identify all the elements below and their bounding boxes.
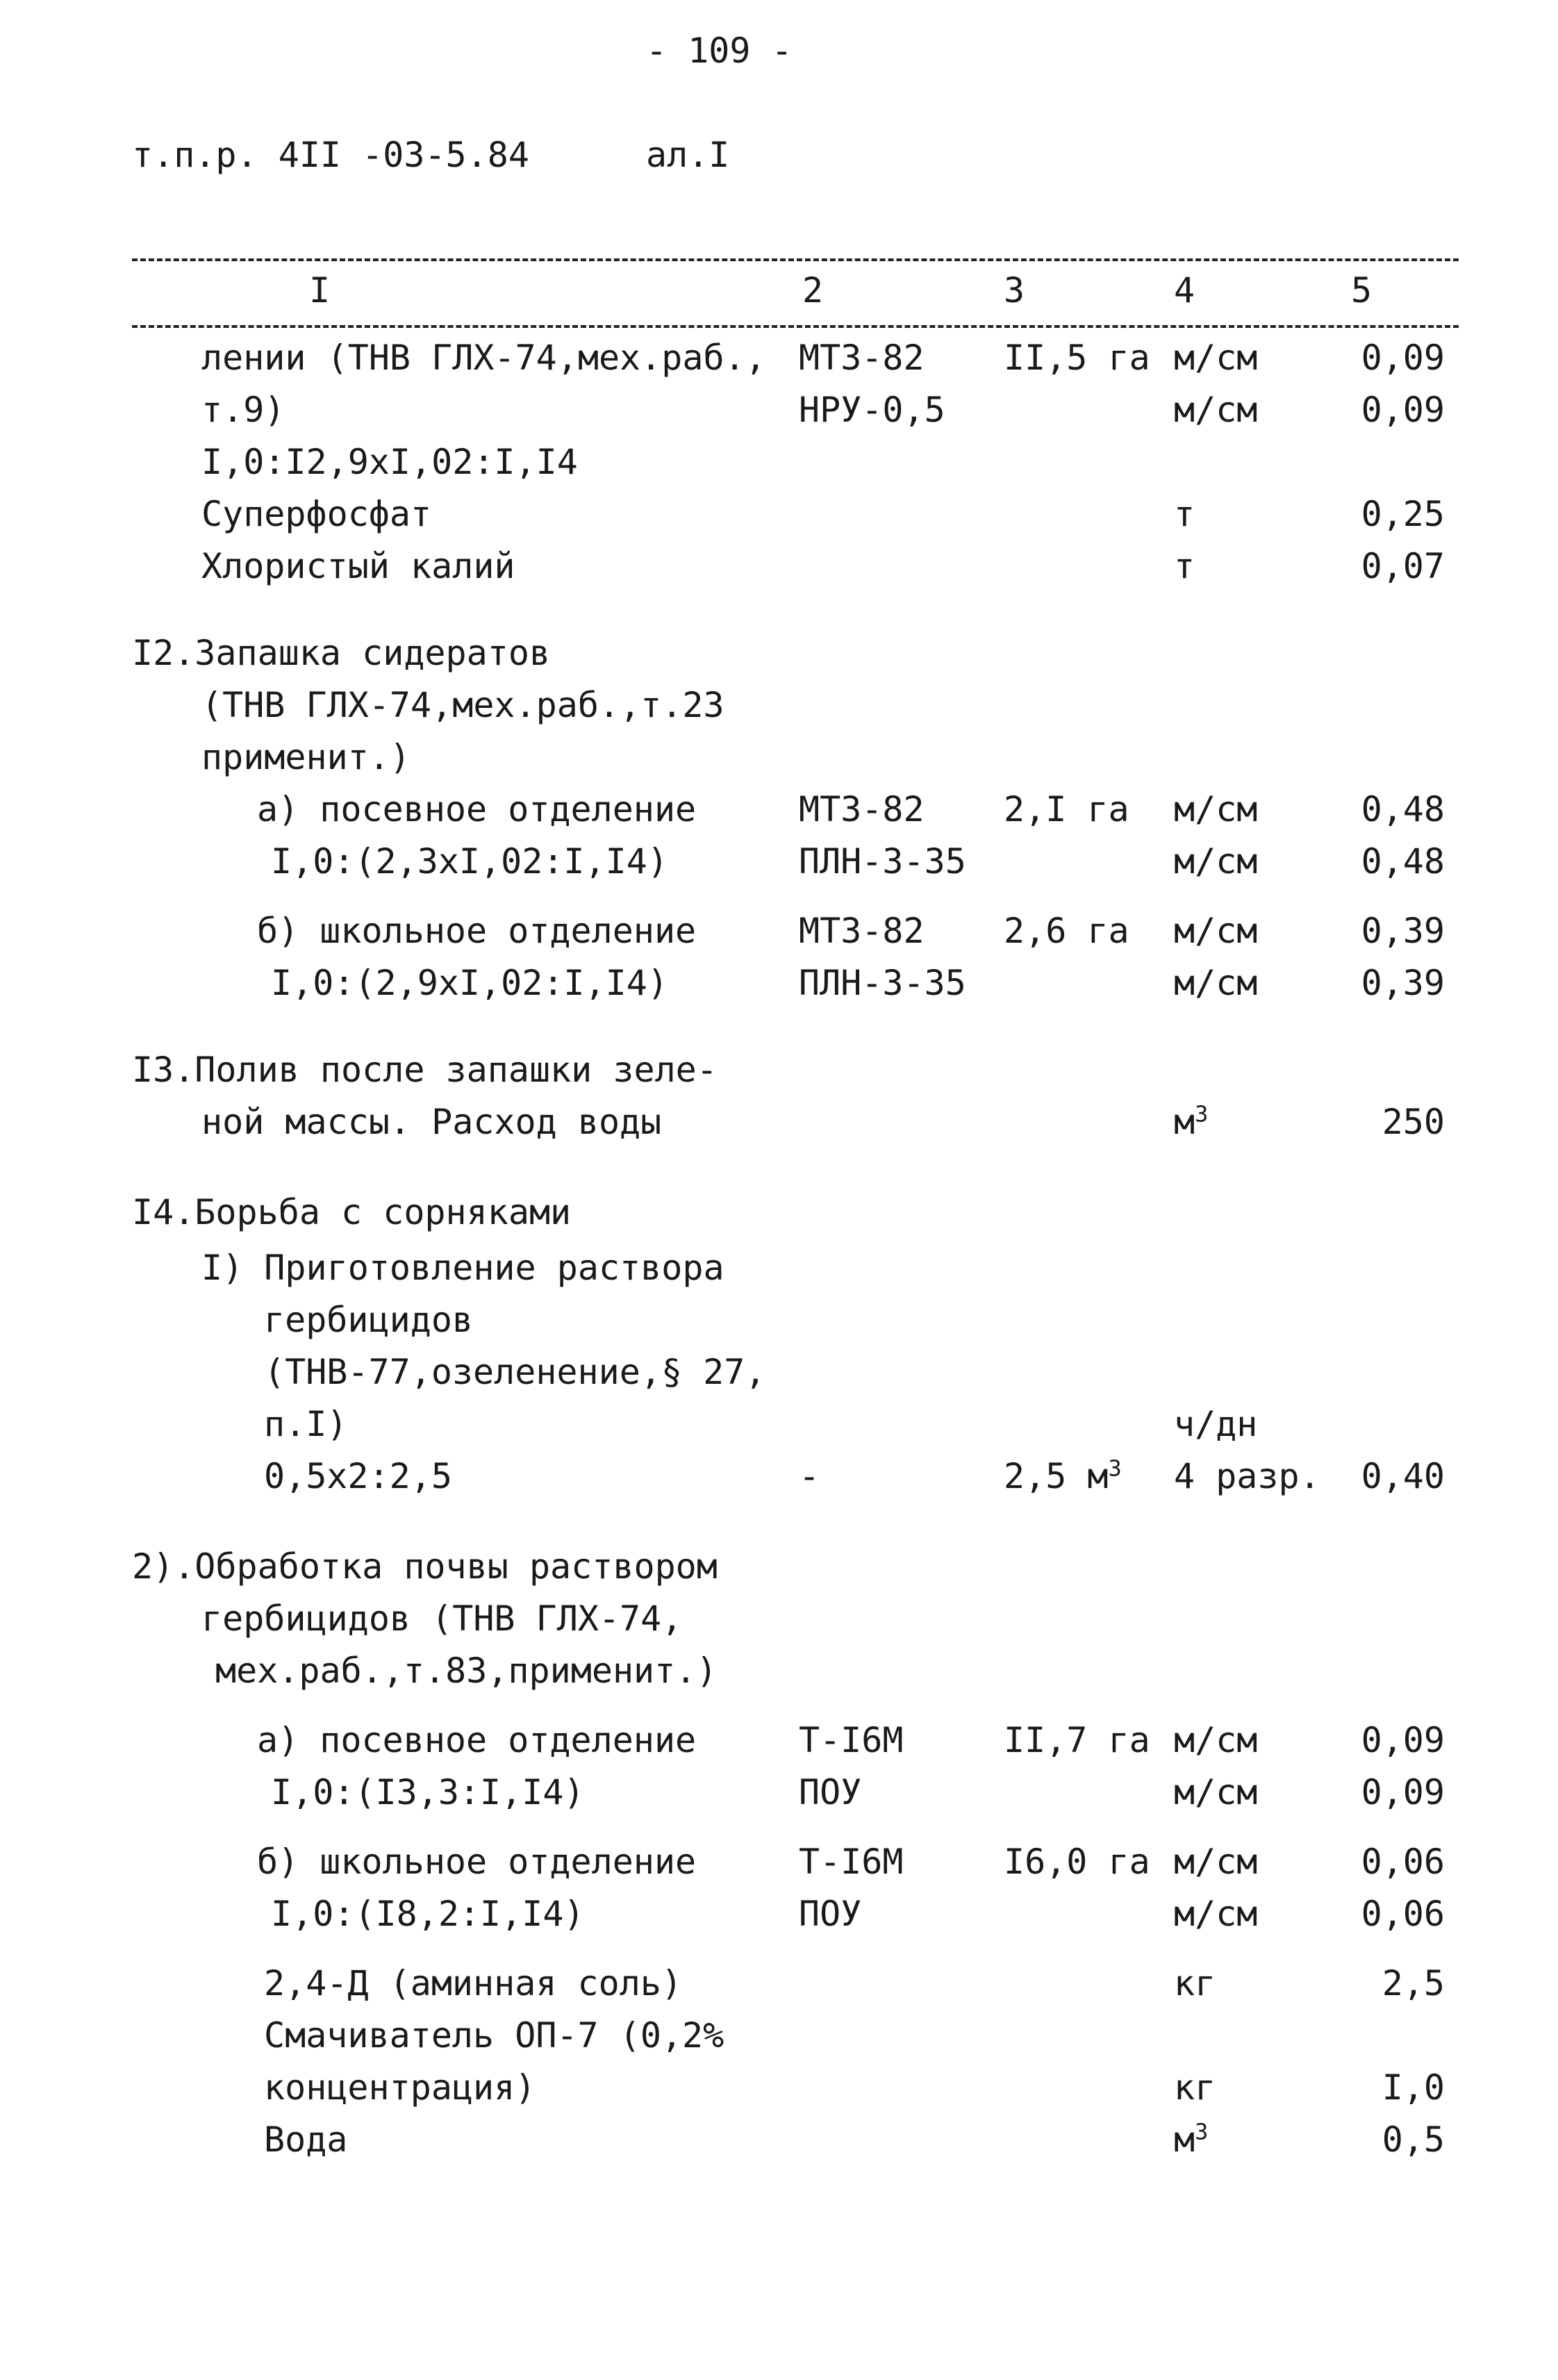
cell-text: т: [1174, 494, 1195, 534]
cell-text: м/см: [1174, 1720, 1258, 1760]
cell-text: 4 разр.: [1174, 1456, 1320, 1496]
column-header-4: 4: [1174, 270, 1195, 311]
table-cell-volume: [1004, 1842, 1150, 1882]
table-cell-machine: [799, 338, 925, 378]
cell-text: 2,I га: [1004, 789, 1129, 829]
cell-text: 2,5 м: [1004, 1456, 1109, 1496]
table-cell-operation: 2,4-Д (аминная соль): [264, 1963, 683, 2003]
table-cell-operation: Вода: [264, 2119, 348, 2160]
column-header-2: 2: [802, 270, 824, 311]
table-cell-operation: а) посевное отделение: [257, 1720, 697, 1760]
table-cell-operation: I,0:(I8,2:I,I4): [271, 1894, 585, 1934]
table-cell-operation: гербицидов (ТНВ ГЛХ-74,: [201, 1598, 683, 1639]
cell-text: кг: [1174, 2067, 1216, 2108]
cell-text: м/см: [1174, 1894, 1258, 1934]
table-cell-value: 0,07: [1361, 546, 1445, 586]
table-cell-value: 0,06: [1361, 1894, 1445, 1934]
table-cell-volume: [1004, 1720, 1150, 1760]
table-header-rule: [132, 325, 1459, 328]
cell-text: ПОУ: [799, 1894, 862, 1934]
cell-text: м/см: [1174, 789, 1258, 829]
page-number: - 109 -: [646, 31, 793, 71]
cell-text: ПЛН-3-35: [799, 963, 966, 1003]
cell-text: м/см: [1174, 1772, 1258, 1812]
table-cell-operation: Хлористый калий: [201, 546, 515, 586]
table-cell-value: 0,5: [1382, 2119, 1445, 2160]
table-cell-unit: [1174, 338, 1258, 378]
table-top-rule: [132, 258, 1459, 261]
cell-text: м/см: [1174, 841, 1258, 882]
superscript-exponent: 3: [1195, 2118, 1209, 2145]
cell-text: м/см: [1174, 1842, 1258, 1882]
table-cell-value: 0,06: [1361, 1842, 1445, 1882]
table-cell-value: 0,09: [1361, 1772, 1445, 1812]
table-cell-machine: [799, 1772, 862, 1812]
cell-text: II,5 га: [1004, 338, 1150, 378]
table-cell-operation: Суперфосфат: [201, 494, 432, 534]
table-cell-value: 0,09: [1361, 338, 1445, 378]
table-cell-machine: [799, 841, 966, 882]
table-cell-operation: б) школьное отделение: [257, 1842, 697, 1882]
table-cell-value: 0,40: [1361, 1456, 1445, 1496]
cell-text: Т-I6М: [799, 1720, 904, 1760]
table-cell-value: 0,39: [1361, 911, 1445, 951]
table-cell-machine: [799, 1842, 904, 1882]
sheet-label: ал.I: [646, 135, 730, 175]
table-cell-unit: [1174, 494, 1195, 534]
table-cell-value: 0,09: [1361, 390, 1445, 430]
column-header-5: 5: [1351, 270, 1373, 311]
table-cell-unit: [1174, 1720, 1258, 1760]
table-cell-unit: [1174, 1456, 1320, 1496]
table-cell-value: 0,25: [1361, 494, 1445, 534]
cell-text: м/см: [1174, 963, 1258, 1003]
table-cell-volume: [1004, 338, 1150, 378]
table-cell-operation: а) посевное отделение: [257, 789, 697, 829]
table-cell-operation: I2.Запашка сидератов: [132, 633, 551, 673]
column-header-3: 3: [1004, 270, 1025, 311]
table-cell-unit: [1174, 1894, 1258, 1934]
table-cell-volume: [1004, 1455, 1122, 1496]
table-cell-unit: [1174, 546, 1195, 586]
table-cell-machine: [799, 1894, 862, 1934]
table-cell-operation: гербицидов: [264, 1300, 474, 1340]
table-cell-operation: I,0:(2,9хI,02:I,I4): [271, 963, 668, 1003]
table-cell-operation: I4.Борьба с сорняками: [132, 1192, 572, 1232]
table-cell-unit: [1174, 2118, 1209, 2160]
table-cell-operation: I3.Полив после запашки зеле-: [132, 1050, 718, 1090]
superscript-exponent: 3: [1195, 1100, 1209, 1127]
table-cell-machine: [799, 390, 945, 430]
table-cell-operation: (ТНВ ГЛХ-74,мех.раб.,т.23: [201, 685, 724, 725]
cell-text: МТЗ-82: [799, 789, 925, 829]
table-cell-operation: применит.): [201, 737, 411, 777]
table-cell-unit: [1174, 390, 1258, 430]
table-cell-unit: [1174, 1772, 1258, 1812]
cell-text: м: [1174, 2119, 1195, 2160]
table-cell-value: 0,48: [1361, 841, 1445, 882]
table-cell-unit: [1174, 1842, 1258, 1882]
table-cell-operation: т.9): [201, 390, 285, 430]
table-cell-unit: [1174, 2067, 1216, 2108]
cell-text: II,7 га: [1004, 1720, 1150, 1760]
table-cell-operation: мех.раб.,т.83,применит.): [215, 1651, 718, 1691]
table-cell-operation: п.I): [264, 1404, 348, 1444]
table-cell-operation: Смачиватель ОП-7 (0,2%: [264, 2015, 724, 2056]
table-cell-operation: 0,5х2:2,5: [264, 1456, 452, 1496]
cell-text: ПЛН-3-35: [799, 841, 966, 882]
cell-text: ПОУ: [799, 1772, 862, 1812]
cell-text: м: [1174, 1102, 1195, 1142]
table-cell-operation: лении (ТНВ ГЛХ-74,мех.раб.,: [201, 338, 766, 378]
cell-text: -: [799, 1456, 820, 1496]
table-cell-unit: [1174, 1963, 1216, 2003]
table-cell-value: 0,09: [1361, 1720, 1445, 1760]
table-cell-value: 250: [1382, 1102, 1445, 1142]
table-cell-unit: [1174, 789, 1258, 829]
column-header-1: I: [309, 270, 331, 311]
cell-text: I6,0 га: [1004, 1842, 1150, 1882]
table-cell-unit: [1174, 911, 1258, 951]
table-cell-machine: [799, 789, 925, 829]
cell-text: МТЗ-82: [799, 911, 925, 951]
table-cell-machine: [799, 1720, 904, 1760]
table-cell-operation: I,0:(2,3хI,02:I,I4): [271, 841, 668, 882]
superscript-exponent: 3: [1108, 1455, 1122, 1482]
table-cell-operation: I) Приготовление раствора: [201, 1248, 724, 1288]
cell-text: т: [1174, 546, 1195, 586]
table-cell-operation: 2).Обработка почвы раствором: [132, 1546, 718, 1587]
table-cell-machine: [799, 911, 925, 951]
table-cell-unit: [1174, 963, 1258, 1003]
table-cell-operation: ной массы. Расход воды: [201, 1102, 662, 1142]
table-cell-value: 2,5: [1382, 1963, 1445, 2003]
cell-text: ч/дн: [1174, 1404, 1258, 1444]
table-cell-unit: [1174, 1100, 1209, 1142]
document-reference: т.п.р. 4II -03-5.84: [132, 135, 529, 175]
cell-text: НРУ-0,5: [799, 390, 945, 430]
table-cell-operation: б) школьное отделение: [257, 911, 697, 951]
table-cell-operation: (ТНВ-77,озеленение,§ 27,: [264, 1352, 766, 1392]
table-cell-operation: I,0:(I3,3:I,I4): [271, 1772, 585, 1812]
cell-text: 2,6 га: [1004, 911, 1129, 951]
table-cell-value: I,0: [1382, 2067, 1445, 2108]
table-cell-value: 0,48: [1361, 789, 1445, 829]
cell-text: кг: [1174, 1963, 1216, 2003]
table-cell-volume: [1004, 911, 1129, 951]
cell-text: Т-I6М: [799, 1842, 904, 1882]
cell-text: МТЗ-82: [799, 338, 925, 378]
table-cell-operation: концентрация): [264, 2067, 536, 2108]
table-cell-machine: [799, 1456, 820, 1496]
table-cell-value: 0,39: [1361, 963, 1445, 1003]
table-cell-unit: [1174, 841, 1258, 882]
table-cell-operation: I,0:I2,9хI,02:I,I4: [201, 442, 578, 482]
cell-text: м/см: [1174, 390, 1258, 430]
table-cell-volume: [1004, 789, 1129, 829]
cell-text: м/см: [1174, 338, 1258, 378]
table-cell-machine: [799, 963, 966, 1003]
table-cell-unit: [1174, 1404, 1258, 1444]
cell-text: м/см: [1174, 911, 1258, 951]
